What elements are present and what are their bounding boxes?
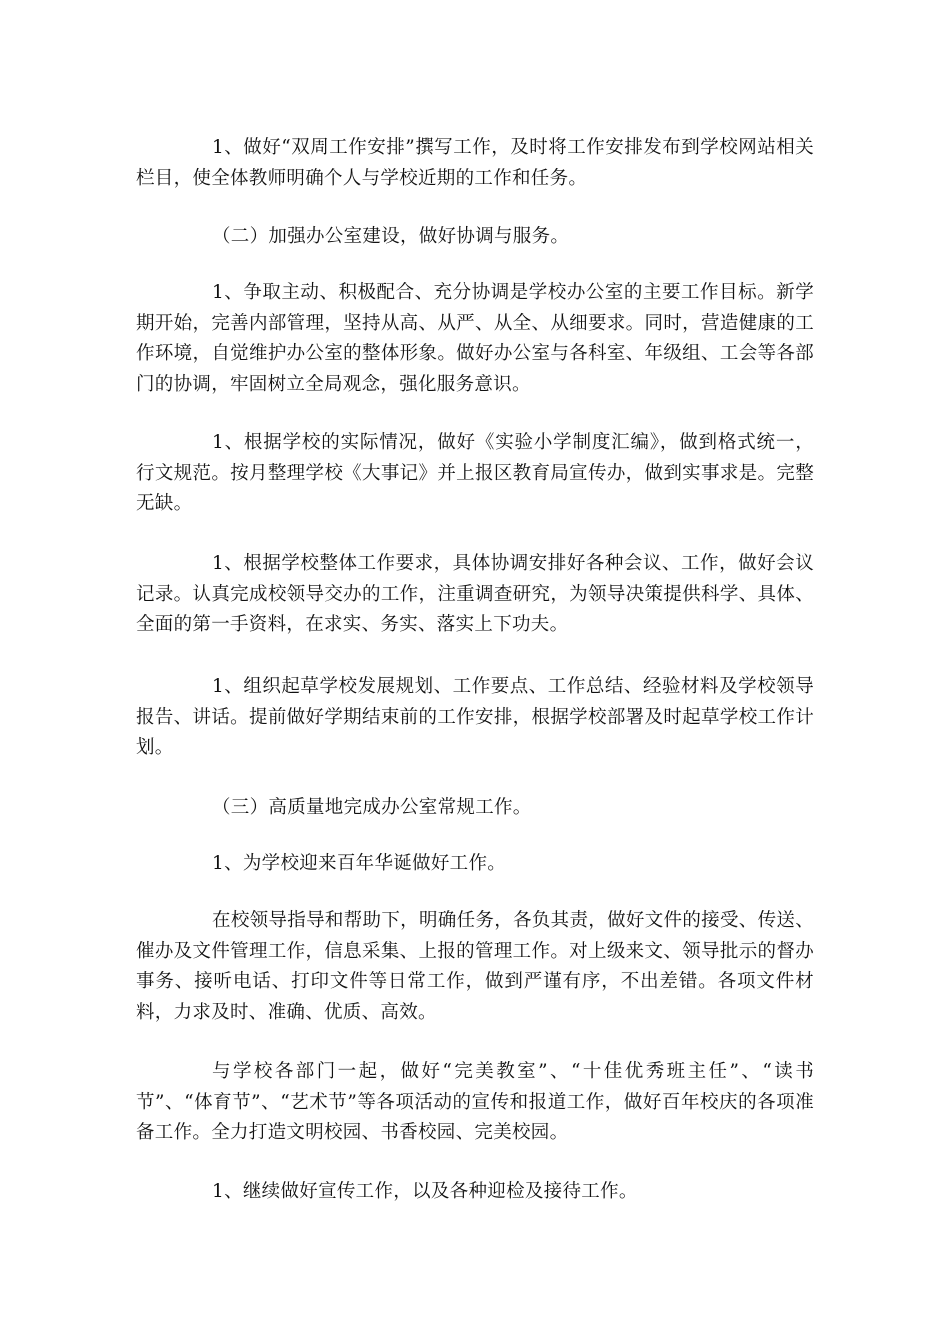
paragraph-5: 1、根据学校整体工作要求，具体协调安排好各种会议、工作，做好会议记录。认真完成校领导交办的工作，注重调查研究，为领导决策提供科学、具体、全面的第一手资料，在求实、务实、落实上下功夫。 xyxy=(136,553,814,635)
paragraph-10: 与学校各部门一起，做好“完美教室”、“十佳优秀班主任”、“读书节”、“体育节”、“艺术节”等各项活动的宣传和报道工作，做好百年校庆的各项准备工作。全力打造文明校园、书香校园、完美校园。 xyxy=(136,1061,814,1143)
paragraph-1: 1、做好“双周工作安排”撰写工作，及时将工作安排发布到学校网站相关栏目，使全体教师明确个人与学校近期的工作和任务。 xyxy=(136,137,814,189)
paragraph-8: 1、为学校迎来百年华诞做好工作。 xyxy=(212,853,507,874)
section-heading-3: （三）高质量地完成办公室常规工作。 xyxy=(212,797,532,818)
paragraph-3: 1、争取主动、积极配合、充分协调是学校办公室的主要工作目标。新学期开始，完善内部管理，坚持从高、从严、从全、从细要求。同时，营造健康的工作环境，自觉维护办公室的整体形象。做好办公室与各科室、年级组、工会等各部门的协调，牢固树立全局观念，强化服务意识。 xyxy=(136,282,814,395)
paragraph-6: 1、组织起草学校发展规划、工作要点、工作总结、经验材料及学校领导报告、讲话。提前做好学期结束前的工作安排，根据学校部署及时起草学校工作计划。 xyxy=(136,676,814,758)
section-heading-2: （二）加强办公室建设，做好协调与服务。 xyxy=(212,226,570,247)
paragraph-11: 1、继续做好宣传工作，以及各种迎检及接待工作。 xyxy=(212,1181,638,1202)
paragraph-4: 1、根据学校的实际情况，做好《实验小学制度汇编》，做到格式统一，行文规范。按月整理学校《大事记》并上报区教育局宣传办，做到实事求是。完整无缺。 xyxy=(136,432,814,514)
paragraph-9: 在校领导指导和帮助下，明确任务，各负其责，做好文件的接受、传送、催办及文件管理工作，信息采集、上报的管理工作。对上级来文、领导批示的督办事务、接听电话、打印文件等日常工作，做到严谨有序，不出差错。各项文件材料，力求及时、准确、优质、高效。 xyxy=(136,910,814,1023)
